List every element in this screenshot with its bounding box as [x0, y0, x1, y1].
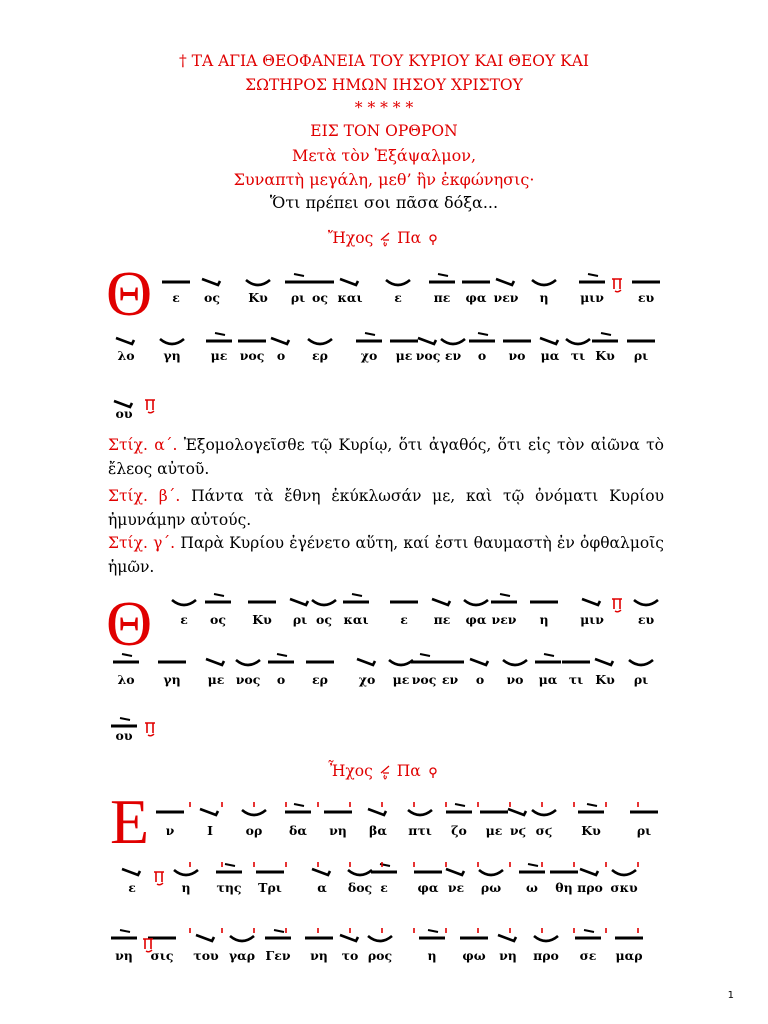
lyric-syllable: και — [343, 612, 369, 627]
lyric-syllable: νη — [310, 948, 328, 963]
lyric-syllable: η — [539, 612, 549, 627]
lyric-syllable: ε — [380, 880, 388, 895]
neume-glyph — [612, 870, 636, 875]
lyric-syllable: εν — [441, 672, 459, 687]
rubric-line-2: Συναπτὴ μεγάλη, μεθ’ ἣν ἐκφώνησις· — [233, 170, 535, 189]
neume-glyph — [271, 338, 289, 344]
neume-glyph — [111, 718, 137, 726]
lyric-syllable: γη — [163, 672, 181, 687]
neume-glyph — [111, 930, 137, 938]
lyric-syllable: η — [181, 880, 191, 895]
echos-label: Ἦχος — [328, 762, 373, 780]
neume-glyph — [432, 599, 450, 605]
lyric-syllable: νη — [499, 948, 517, 963]
neume-glyph — [592, 333, 618, 341]
lyric-syllable: πε — [433, 612, 451, 627]
section-heading: ΕΙΣ ΤΟΝ ΟΡΘΡΟΝ — [310, 122, 458, 140]
drop-capital-hymn-3: Ε — [110, 786, 150, 857]
verse-label: Στίχ. α΄. — [108, 436, 178, 454]
neume-glyph — [629, 660, 653, 665]
lyric-syllable: μιν — [580, 612, 604, 627]
neume-glyph — [503, 660, 527, 665]
lyric-syllable: ε — [180, 612, 188, 627]
lyric-syllable: η — [539, 290, 549, 305]
lyric-syllable: ος — [316, 612, 332, 627]
lyric-syllable: ευ — [637, 612, 655, 627]
lyric-syllable: βα — [369, 823, 387, 838]
echos-mode: Πα — [396, 762, 421, 780]
lyric-syllable: ο — [475, 672, 485, 687]
neume-glyph — [357, 659, 375, 665]
neume-glyph — [340, 279, 358, 285]
verse-text: Ἐξομολογεῖσθε τῷ Κυρίῳ, ὅτι ἀγαθός, ὅτι εἰς τὸν αἰῶνα τὸ ἔλεος αὐτοῦ. — [108, 436, 664, 478]
neume-glyph — [508, 809, 526, 815]
verse-label: Στίχ. β΄. — [108, 487, 181, 505]
lyric-syllable: Γεν — [265, 948, 291, 963]
neume-glyph — [242, 810, 266, 815]
martyria-icon — [154, 872, 164, 885]
neume-glyph — [446, 869, 464, 875]
neume-glyph — [519, 864, 545, 872]
neume-glyph — [312, 600, 336, 605]
stars-separator: * * * * * — [354, 99, 414, 117]
lyric-syllable: σις — [150, 948, 174, 963]
lyric-syllable: νε — [447, 880, 465, 895]
lyric-syllable: σϛ — [535, 823, 553, 838]
neume-glyph — [532, 810, 556, 815]
neume-glyph — [498, 935, 516, 941]
martyria-icon — [612, 599, 622, 612]
neume-glyph — [236, 660, 260, 665]
neume-glyph — [216, 864, 242, 872]
lyric-syllable: νεν — [491, 612, 517, 627]
lyric-syllable: Κυ — [252, 612, 272, 627]
neume-glyph — [386, 280, 410, 285]
lyric-syllable: νο — [506, 672, 524, 687]
neume-glyph — [265, 930, 291, 938]
lyric-syllable: προ — [577, 880, 603, 895]
neume-glyph — [579, 274, 605, 282]
lyric-syllable: θη — [555, 880, 573, 895]
lyric-syllable: ρω — [480, 880, 502, 895]
lyric-syllable: ο — [276, 348, 286, 363]
lyric-syllable: χο — [358, 672, 376, 687]
lyric-syllable: Τρι — [258, 880, 282, 895]
neume-glyph — [356, 333, 382, 341]
lyric-syllable: μα — [538, 672, 558, 687]
echos-mode: Πα — [397, 229, 422, 247]
neume-glyph — [206, 333, 232, 341]
drop-capital-hymn-1: Θ — [106, 258, 153, 329]
lyric-syllable: Κυ — [248, 290, 268, 305]
neume-glyph — [246, 280, 270, 285]
lyric-syllable: ος — [210, 612, 226, 627]
lyric-syllable: σκυ — [610, 880, 638, 895]
verse-label: Στίχ. γ΄. — [108, 534, 176, 552]
neume-glyph — [172, 600, 196, 605]
neume-glyph — [595, 659, 613, 665]
lyric-syllable: ρι — [290, 290, 306, 305]
verse-text: Πάντα τὰ ἔθνη ἐκύκλωσάν με, καὶ τῷ ὀνόματι Κυρίου ἠμυνάμην αὐτούς. — [108, 487, 665, 529]
neume-glyph — [469, 333, 495, 341]
neume-glyph — [491, 594, 517, 602]
lyric-syllable: νος — [235, 672, 261, 687]
neume-glyph — [419, 930, 445, 938]
lyric-syllable: φα — [465, 290, 487, 305]
neume-glyph — [202, 279, 220, 285]
lyric-syllable: προ — [533, 948, 559, 963]
lyric-syllable: νεν — [493, 290, 519, 305]
lyric-syllable: φω — [462, 948, 486, 963]
neume-glyph — [368, 809, 386, 815]
lyric-syllable: εν — [444, 348, 462, 363]
lyric-syllable: ε — [172, 290, 180, 305]
lyric-syllable: νος — [411, 672, 437, 687]
lyric-syllable: σε — [579, 948, 597, 963]
martyria-icon — [145, 400, 155, 413]
neume-glyph — [535, 654, 561, 662]
lyric-syllable: α — [317, 880, 327, 895]
neume-glyph — [200, 809, 218, 815]
neume-glyph — [371, 864, 397, 872]
neume-glyph — [196, 935, 214, 941]
lyric-syllable: Κυ — [581, 823, 601, 838]
lyric-syllable: λο — [117, 672, 135, 687]
echos-label: Ἤχος — [327, 229, 374, 247]
neume-glyph — [368, 936, 392, 941]
lyric-syllable: με — [485, 823, 503, 838]
lyric-syllable: ρι — [633, 348, 649, 363]
lyric-syllable: ε — [128, 880, 136, 895]
rubric-line-1: Μετὰ τὸν Ἑξάψαλμον, — [291, 146, 477, 165]
neume-glyph — [160, 339, 184, 344]
neume-glyph — [496, 279, 514, 285]
lyric-syllable: το — [341, 948, 359, 963]
neume-glyph — [205, 594, 231, 602]
lyric-syllable: ος — [204, 290, 220, 305]
lyric-syllable: τι — [568, 672, 584, 687]
lyric-syllable: ε — [394, 290, 402, 305]
neume-glyph — [582, 599, 600, 605]
lyric-syllable: νη — [329, 823, 347, 838]
neume-glyph — [446, 804, 472, 812]
neume-glyph — [348, 870, 372, 875]
lyric-syllable: ρι — [292, 612, 308, 627]
lyric-syllable: με — [207, 672, 225, 687]
lyric-syllable: του — [193, 948, 219, 963]
lyric-syllable: νο — [508, 348, 526, 363]
lyric-syllable: Κυ — [595, 348, 615, 363]
neume-glyph — [411, 654, 437, 662]
lyric-syllable: και — [337, 290, 363, 305]
lyric-syllable: με — [392, 672, 410, 687]
ekphonesis-text: Ὅτι πρέπει σοι πᾶσα δόξα... — [269, 193, 499, 212]
lyric-syllable: ο — [477, 348, 487, 363]
neume-glyph — [343, 594, 369, 602]
neume-glyph — [534, 936, 558, 941]
neume-glyph — [308, 339, 332, 344]
lyric-syllable: μα — [540, 348, 560, 363]
neume-glyph — [389, 660, 413, 665]
lyric-syllable: λο — [117, 348, 135, 363]
lyric-syllable: μιν — [580, 290, 604, 305]
neume-glyph — [116, 338, 134, 344]
lyric-syllable: ερ — [312, 348, 328, 363]
neume-glyph — [580, 869, 598, 875]
lyric-syllable: πε — [433, 290, 451, 305]
neume-glyph — [578, 804, 604, 812]
neume-glyph — [566, 339, 590, 344]
lyric-syllable: νη — [115, 948, 133, 963]
lyric-syllable: ορ — [245, 823, 263, 838]
title-line-2: ΣΩΤΗΡΟΣ ΗΜΩΝ ΙΗΣΟΥ ΧΡΙΣΤΟΥ — [245, 76, 523, 94]
lyric-syllable: ν — [165, 823, 175, 838]
lyric-syllable: πτι — [408, 823, 432, 838]
lyric-syllable: τι — [570, 348, 586, 363]
lyric-syllable: ρι — [633, 672, 649, 687]
lyric-syllable: νος — [415, 348, 441, 363]
lyric-syllable: χο — [360, 348, 378, 363]
neume-glyph — [113, 654, 139, 662]
neume-glyph — [441, 339, 465, 344]
lyric-syllable: φα — [417, 880, 439, 895]
lyric-syllable: νος — [239, 348, 265, 363]
page-number: 1 — [727, 990, 734, 1001]
drop-capital-hymn-2: Θ — [106, 588, 153, 659]
neume-glyph — [312, 869, 330, 875]
lyric-syllable: η — [427, 948, 437, 963]
lyric-syllable: δος — [347, 880, 373, 895]
lyric-syllable: νϛ — [509, 823, 527, 838]
lyric-syllable: ρι — [636, 823, 652, 838]
neume-glyph — [340, 935, 358, 941]
neume-glyph — [408, 810, 432, 815]
lyric-syllable: με — [210, 348, 228, 363]
neume-glyph — [418, 338, 436, 344]
martyria-icon — [612, 279, 622, 292]
neume-glyph — [174, 870, 198, 875]
lyric-syllable: ευ — [637, 290, 655, 305]
lyric-syllable: ερ — [312, 672, 328, 687]
neume-glyph — [206, 659, 224, 665]
neume-glyph — [540, 338, 558, 344]
neume-glyph — [479, 870, 503, 875]
neume-glyph — [464, 600, 488, 605]
neume-glyph — [429, 274, 455, 282]
lyric-syllable: Κυ — [595, 672, 615, 687]
lyric-syllable: της — [216, 880, 242, 895]
lyric-syllable: ζο — [451, 823, 467, 838]
title-line-1: † ΤΑ ΑΓΙΑ ΘΕΟΦΑΝΕΙΑ ΤΟΥ ΚΥΡΙΟΥ ΚΑΙ ΘΕΟΥ ΚΑΙ — [178, 52, 590, 70]
lyric-syllable: με — [395, 348, 413, 363]
neume-glyph — [532, 280, 556, 285]
neume-glyph — [290, 599, 308, 605]
lyric-syllable: ο — [276, 672, 286, 687]
lyric-syllable: φα — [465, 612, 487, 627]
lyric-syllable: ου — [115, 406, 133, 421]
lyric-syllable: ε — [400, 612, 408, 627]
lyric-syllable: Ι — [207, 823, 213, 838]
lyric-syllable: γη — [163, 348, 181, 363]
lyric-syllable: ω — [526, 880, 538, 895]
lyric-syllable: ου — [115, 728, 133, 743]
neume-glyph — [268, 654, 294, 662]
neume-glyph — [285, 804, 311, 812]
neume-glyph — [230, 936, 254, 941]
neume-glyph — [634, 600, 658, 605]
neume-glyph — [575, 930, 601, 938]
lyric-syllable: μαρ — [615, 948, 643, 963]
verse-text: Παρὰ Κυρίου ἐγένετο αὕτη, καί ἐστι θαυμαστὴ ἐν ὀφθαλμοῖς ἡμῶν. — [108, 534, 664, 576]
neume-glyph — [470, 659, 488, 665]
lyric-syllable: ος — [312, 290, 328, 305]
lyric-syllable: ρος — [367, 948, 393, 963]
neume-glyph — [122, 869, 140, 875]
martyria-icon — [145, 723, 155, 736]
lyric-syllable: δα — [289, 823, 307, 838]
lyric-syllable: γαρ — [228, 948, 256, 963]
